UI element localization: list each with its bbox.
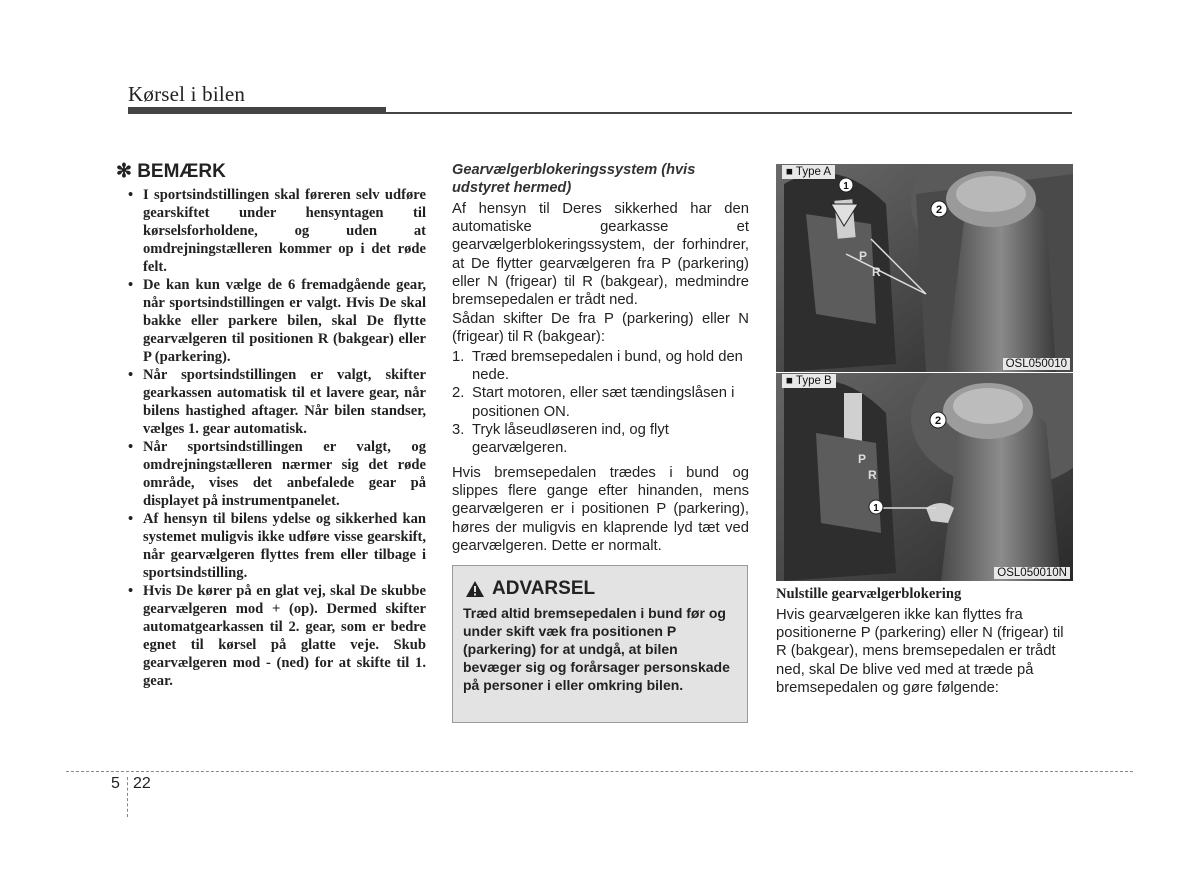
warning-title bbox=[465, 578, 595, 600]
shift-lock-heading: Gearvælgerblokeringssystem (hvis udstyret hermed) bbox=[452, 162, 696, 196]
step-item bbox=[452, 384, 749, 420]
footer-page-divider bbox=[127, 777, 128, 817]
figure-type-label: ■ Type A bbox=[782, 165, 835, 179]
note-item: • Af hensyn til bilens ydelse og sikkerhed kan systemet muligvis ikke udføre visse gearskift, når gearvælgeren flyttes frem eller tilbage i sportsindstilling. bbox=[116, 510, 426, 582]
gate-r: R bbox=[872, 265, 881, 279]
shifter-illustration-b bbox=[776, 373, 1073, 581]
note-item: • Når sportsindstillingen er valgt, og omdrejningstælleren nærmer sig det røde område, vises det anbefalede gear på displayet på instrumentpanelet. bbox=[116, 438, 426, 510]
page-number: 22 bbox=[133, 775, 151, 792]
step-number: 3. bbox=[452, 421, 465, 438]
callout-1: 1 bbox=[843, 181, 849, 192]
chapter-number: 5 bbox=[111, 775, 120, 792]
step-text: Tryk låseudløseren ind, og flyt gearvælgeren. bbox=[472, 421, 669, 457]
shifter-illustration-a bbox=[776, 164, 1073, 372]
header-rule-thick bbox=[128, 107, 386, 114]
note-item: • I sportsindstillingen skal føreren selv udføre gearskiftet under hensyntagen til kørselsforholdene, og uden at omdrejningstælleren kommer op i det røde felt. bbox=[116, 186, 426, 276]
step-text: Start motoren, eller sæt tændingslåsen i positionen ON. bbox=[472, 385, 735, 420]
steps-list bbox=[452, 348, 749, 457]
warning-title-text: ADVARSEL bbox=[492, 578, 596, 599]
note-heading: ✻ BEMÆRK bbox=[116, 161, 226, 182]
note-item: • Når sportsindstillingen er valgt, skifter gearkassen automatisk til et lavere gear, når bilens hastighed aftager. Når bilen standser, vælges 1. gear automatisk. bbox=[116, 366, 426, 438]
shift-lock-noise-note: Hvis bremsepedalen trædes i bund og slippes flere gange efter hinanden, mens gearvælgeren er i positionen P (parkering), høres der muligvis en klaprende lyd tæt ved gearvælgeren. Dette er normalt. bbox=[452, 465, 749, 554]
shift-lock-instruction: Sådan skifter De fra P (parkering) eller N (frigear) til R (bakgear): bbox=[452, 311, 749, 346]
note-item: • De kan kun vælge de 6 fremadgående gear, når sportsindstillingen er valgt. Hvis De skal bakke eller parkere bilen, skal De flytte gearvælgeren til positionen R (bakgear) eller P (parkering). bbox=[116, 276, 426, 366]
reset-shift-lock-heading: Nulstille gearvælgerblokering bbox=[776, 586, 962, 602]
callout-2: 2 bbox=[935, 204, 943, 216]
gate-p: P bbox=[858, 452, 867, 466]
gate-p: P bbox=[859, 249, 868, 263]
section-title: Kørsel i bilen bbox=[128, 82, 246, 106]
figure-type-a bbox=[776, 164, 1073, 372]
step-number: 2. bbox=[452, 385, 465, 402]
note-list bbox=[116, 186, 426, 690]
warning-triangle-icon bbox=[465, 580, 485, 598]
warning-box bbox=[452, 565, 748, 723]
footer-divider bbox=[66, 771, 1133, 772]
figure-type-b bbox=[776, 373, 1073, 581]
step-number: 1. bbox=[452, 349, 465, 365]
note-item: • Hvis De kører på en glat vej, skal De skubbe gearvælgeren mod + (op). Dermed skifter automatgearkassen til 2. gear, som er bedre egnet til kørsel på glatte veje. Skub gearvælgeren mod - (ned) for at skifte til 1. gear. bbox=[116, 582, 426, 690]
step-item bbox=[452, 348, 749, 384]
figure-code: OSL050010 bbox=[1003, 358, 1070, 370]
step-item bbox=[452, 421, 749, 457]
figure-type-label: ■ Type B bbox=[782, 374, 836, 388]
gate-r: R bbox=[868, 468, 877, 482]
reset-shift-lock-text: Hvis gearvælgeren ikke kan flyttes fra positionerne P (parkering) eller N (frigear) til R (bakgear), mens bremsepedalen er trådt ned, skal De blive ved med at træde på bremsepedalen og gøre følgende: bbox=[776, 607, 1064, 696]
warning-text: Træd altid bremsepedalen i bund før og under skift væk fra positionen P (parkering) for at undgå, at bilen bevæger sig og forårsager personskade på personer i eller omkring bilen. bbox=[463, 605, 730, 693]
callout-2: 2 bbox=[934, 415, 942, 427]
figure-code: OSL050010N bbox=[994, 567, 1070, 579]
callout-1: 1 bbox=[873, 503, 879, 514]
header-rule-thin bbox=[386, 112, 1072, 114]
step-text: Træd bremsepedalen i bund, og hold den nede. bbox=[472, 349, 743, 384]
shift-lock-intro: Af hensyn til Deres sikkerhed har den automatiske gearkasse et gearvælgerblokeringssystem, der forhindrer, at De flytter gearvælgeren fra P (parkering) eller N (frigear) til R (bakgear), medmindre bremsepedalen er trådt ned. bbox=[452, 201, 749, 309]
